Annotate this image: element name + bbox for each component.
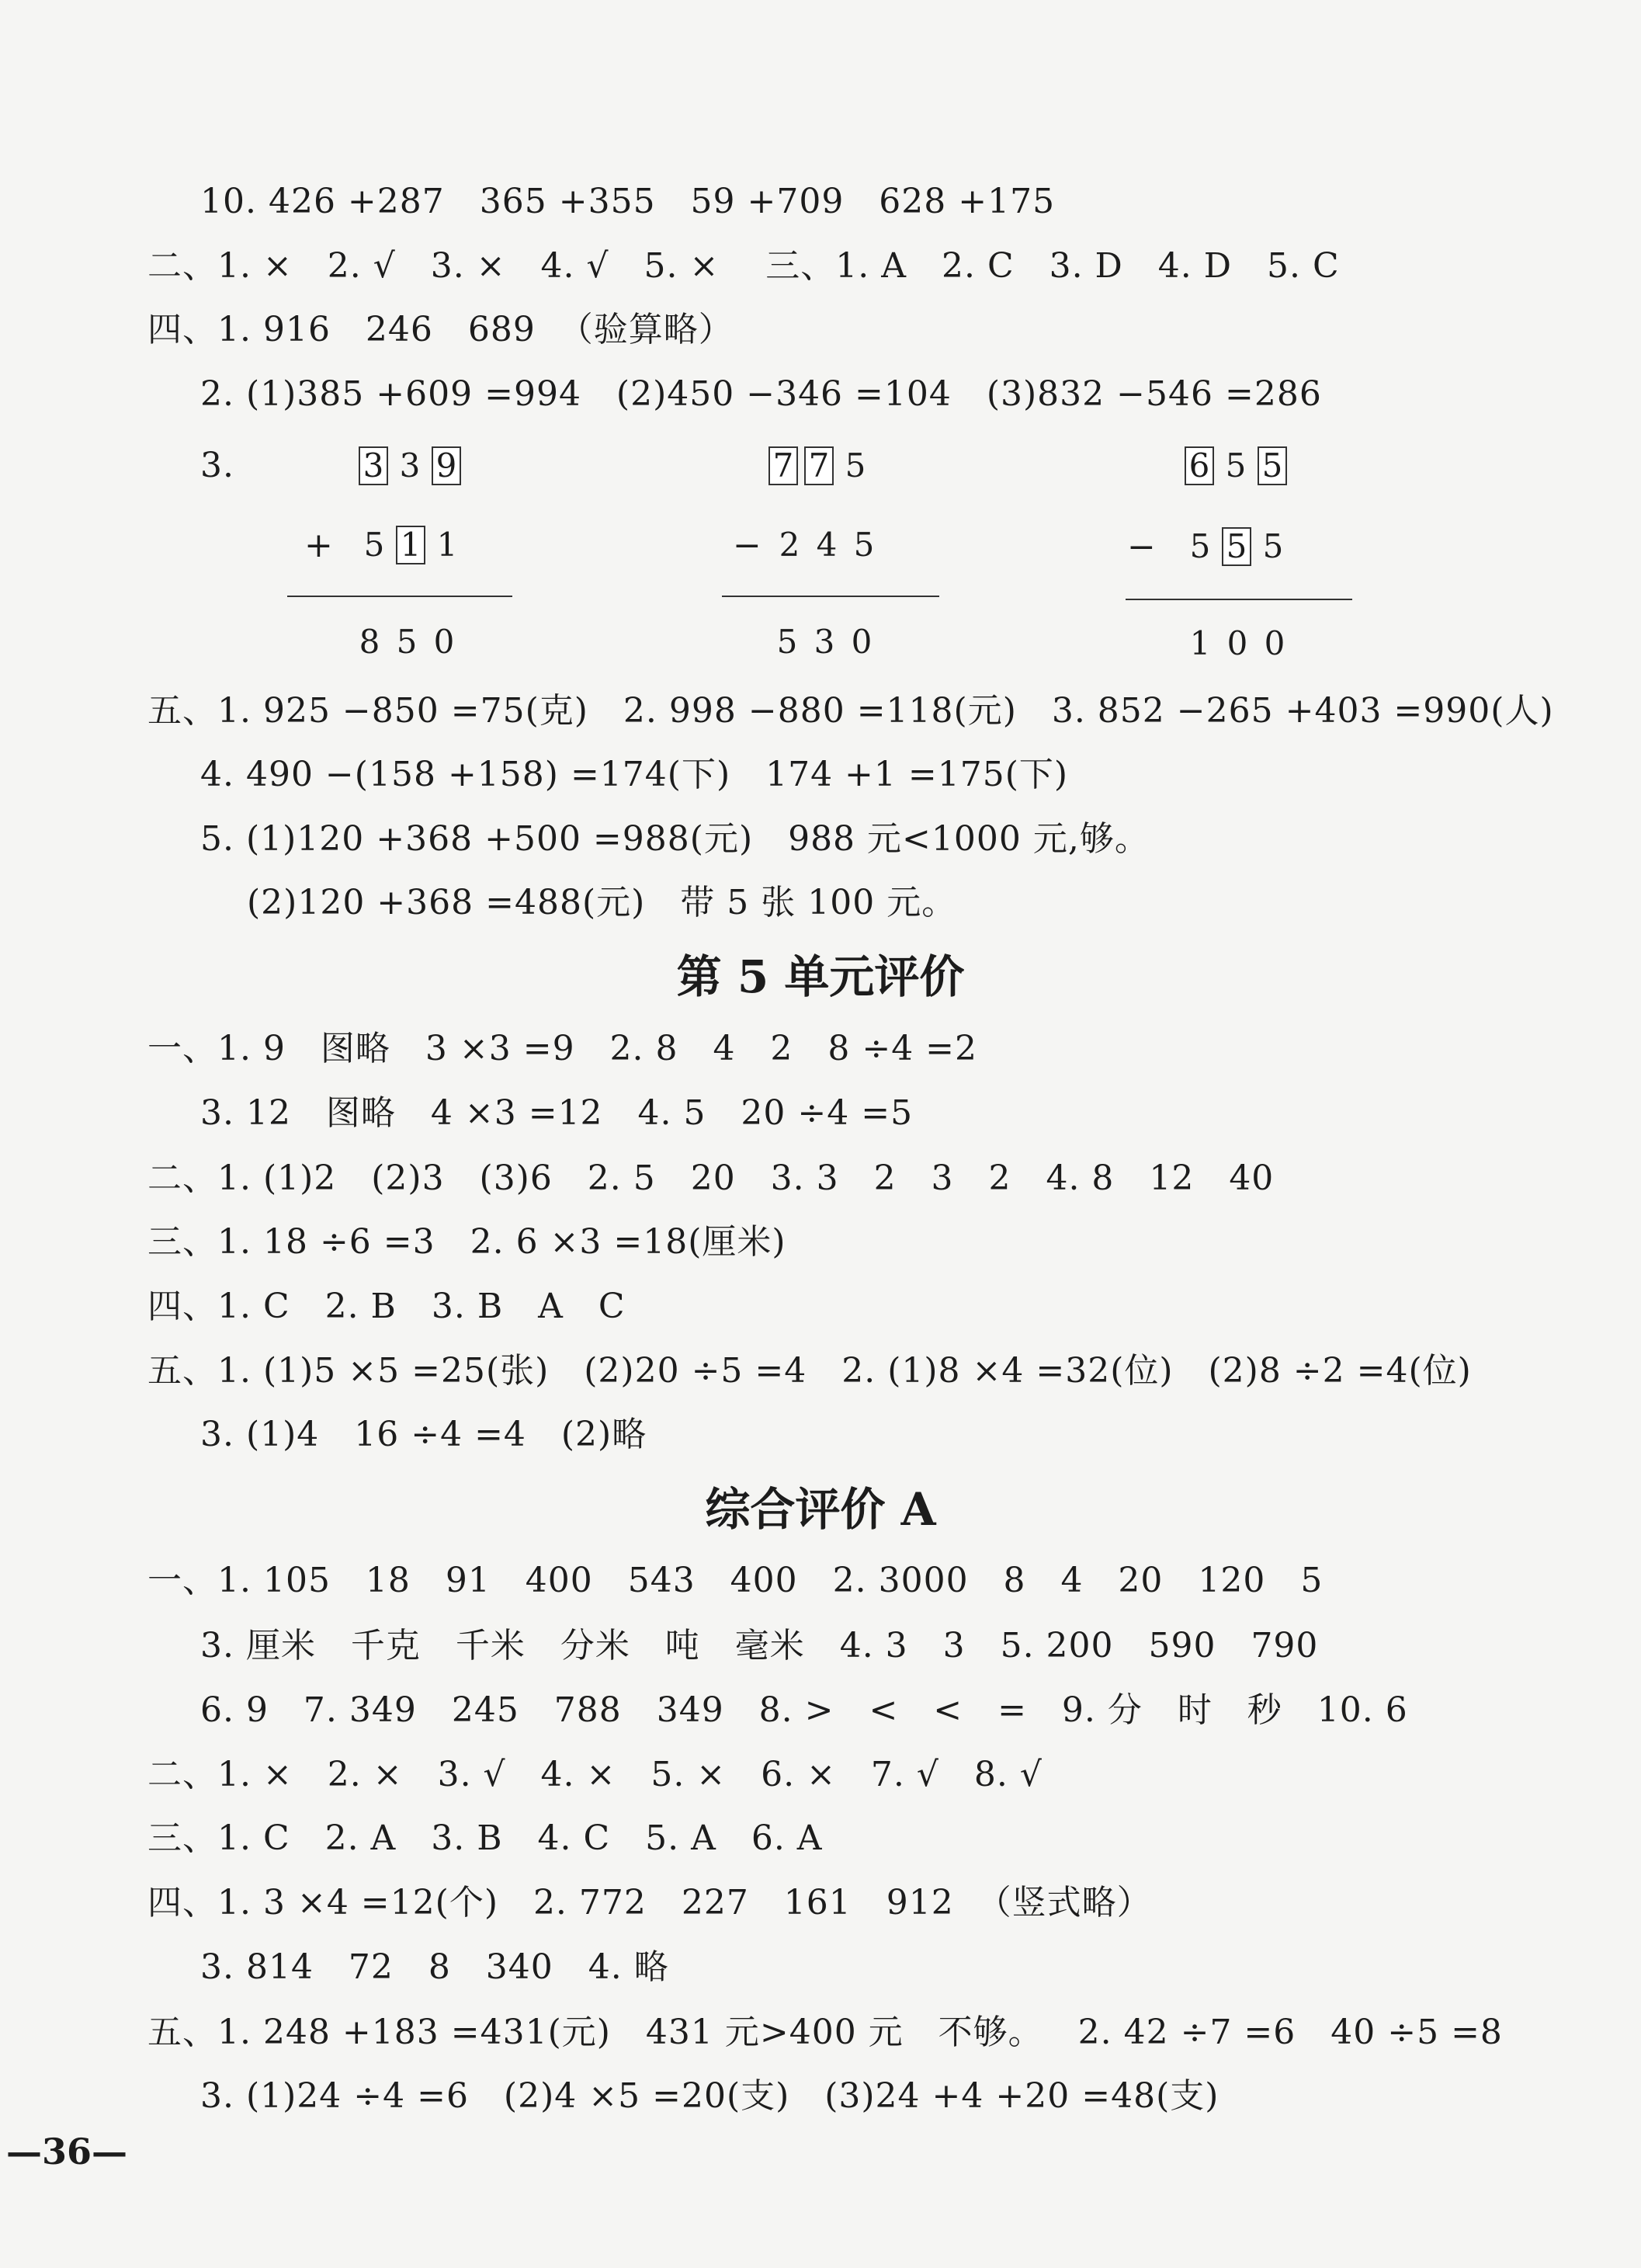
operator: − bbox=[1127, 527, 1156, 567]
digit: 0 bbox=[1226, 624, 1248, 662]
digit: 0 bbox=[851, 623, 873, 661]
answer-line: 二、1. × 2. × 3. √ 4. × 5. × 6. × 7. √ 8. √ bbox=[147, 1755, 1043, 1794]
digit: 3 bbox=[814, 623, 835, 661]
answer-line: 一、1. 9 图略 3 ×3 =9 2. 8 4 2 8 ÷4 =2 bbox=[147, 1029, 978, 1068]
difference-rule bbox=[1126, 599, 1352, 600]
boxed-digit: 3 bbox=[359, 446, 388, 485]
digit: 5 bbox=[396, 623, 418, 661]
boxed-digit: 6 bbox=[1185, 446, 1214, 485]
digit: 5 bbox=[1262, 527, 1284, 565]
answer-line: 5. (1)120 +368 +500 =988(元) 988 元<1000 元,够。 bbox=[200, 819, 1150, 859]
boxed-digit: 7 bbox=[768, 446, 798, 485]
digit: 5 bbox=[845, 446, 866, 485]
digit: 1 bbox=[436, 526, 458, 564]
digit: 5 bbox=[1225, 446, 1247, 485]
answer-line: 二、1. (1)2 (2)3 (3)6 2. 5 20 3. 3 2 3 2 4. 8 12 40 bbox=[147, 1158, 1275, 1198]
answer-line: 3. 12 图略 4 ×3 =12 4. 5 20 ÷4 =5 bbox=[200, 1093, 914, 1133]
digit: 3 bbox=[399, 446, 421, 485]
difference-rule bbox=[722, 596, 939, 597]
answer-line: 二、1. × 2. √ 3. × 4. √ 5. × 三、1. A 2. C 3. D 4. D 5. C bbox=[147, 246, 1340, 286]
answer-line: 3. (1)24 ÷4 =6 (2)4 ×5 =20(支) (3)24 +4 +20 =48(支) bbox=[200, 2076, 1219, 2116]
answer-line: 4. 490 −(158 +158) =174(下) 174 +1 =175(下) bbox=[200, 755, 1069, 794]
answer-line: 3. 厘米 千克 千米 分米 吨 毫米 4. 3 3 5. 200 590 790 bbox=[200, 1626, 1319, 1665]
page-number: —36— bbox=[6, 2131, 128, 2172]
digit: 1 bbox=[1189, 624, 1211, 662]
answer-line: 3. bbox=[200, 446, 234, 485]
answer-line: (2)120 +368 =488(元) 带 5 张 100 元。 bbox=[247, 883, 957, 922]
answer-line: 10. 426 +287 365 +355 59 +709 628 +175 bbox=[200, 182, 1056, 221]
answer-line: 五、1. 248 +183 =431(元) 431 元>400 元 不够。 2. 42 ÷7 =6 40 ÷5 =8 bbox=[147, 2013, 1503, 2052]
answer-line: 3. (1)4 16 ÷4 =4 (2)略 bbox=[200, 1415, 647, 1454]
answer-line: 四、1. C 2. B 3. B A C bbox=[147, 1287, 626, 1326]
digit: 5 bbox=[776, 623, 798, 661]
answer-line: 三、1. 18 ÷6 =3 2. 6 ×3 =18(厘米) bbox=[147, 1222, 786, 1262]
answer-line: 3. 814 72 8 340 4. 略 bbox=[200, 1947, 669, 1987]
section-heading: 综合评价 A bbox=[705, 1483, 936, 1536]
digit: 5 bbox=[1189, 527, 1211, 565]
boxed-digit: 5 bbox=[1222, 527, 1251, 566]
answer-line: 五、1. 925 −850 =75(克) 2. 998 −880 =118(元) 3. 852 −265 +403 =990(人) bbox=[147, 691, 1554, 731]
answer-line: 2. (1)385 +609 =994 (2)450 −346 =104 (3)832 −546 =286 bbox=[200, 374, 1322, 414]
digit: 8 bbox=[359, 623, 380, 661]
boxed-digit: 9 bbox=[432, 446, 461, 485]
answer-line: 四、1. 3 ×4 =12(个) 2. 772 227 161 912 （竖式略） bbox=[147, 1883, 1152, 1922]
answer-line: 四、1. 916 246 689 （验算略） bbox=[147, 310, 734, 349]
boxed-digit: 1 bbox=[396, 526, 425, 564]
answer-line: 三、1. C 2. A 3. B 4. C 5. A 6. A bbox=[147, 1818, 823, 1858]
answer-line: 一、1. 105 18 91 400 543 400 2. 3000 8 4 20 120 5 bbox=[147, 1561, 1324, 1600]
operator: + bbox=[304, 526, 333, 565]
answer-line: 6. 9 7. 349 245 788 349 8. > < < = 9. 分 时 秒 10. 6 bbox=[200, 1690, 1408, 1730]
boxed-digit: 7 bbox=[804, 446, 834, 485]
answer-line: 五、1. (1)5 ×5 =25(张) (2)20 ÷5 =4 2. (1)8 ×4 =32(位) (2)8 ÷2 =4(位) bbox=[147, 1351, 1472, 1391]
digit: 0 bbox=[1264, 624, 1285, 662]
sum-rule bbox=[287, 596, 512, 597]
digit: 2 bbox=[779, 526, 800, 564]
digit: 5 bbox=[363, 526, 385, 564]
operator: − bbox=[733, 526, 762, 565]
digit: 4 bbox=[816, 526, 838, 564]
boxed-digit: 5 bbox=[1258, 446, 1287, 485]
digit: 5 bbox=[853, 526, 875, 564]
digit: 0 bbox=[433, 623, 455, 661]
section-heading: 第 5 单元评价 bbox=[676, 950, 965, 1003]
